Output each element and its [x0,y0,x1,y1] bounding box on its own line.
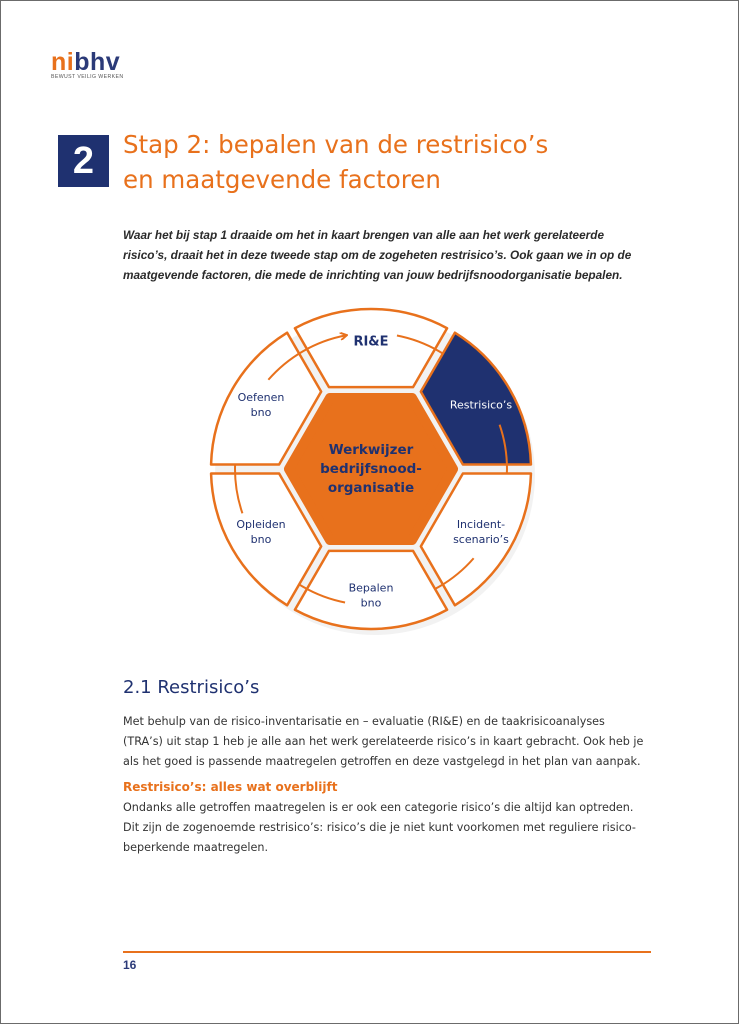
chapter-number-badge: 2 [58,135,109,187]
paragraph-line: als het goed is passende maatregelen getroffen en deze vastgelegd in het plan van aanpak. [123,755,641,768]
paragraph-line: Ondanks alle getroffen maatregelen is er ook een categorie risico’s die altijd kan optreden. [123,801,634,814]
section-paragraph-2 [123,798,663,858]
cycle-segment-label: Incident- [456,518,506,531]
cycle-segment-label: Opleiden [236,518,286,531]
center-label: Werkwijzer [328,442,414,458]
intro-line: risico’s, draait het in deze tweede stap om de zogeheten restrisico’s. Ook gaan we in op de [123,248,632,262]
cycle-segment-label: scenario’s [453,533,509,546]
center-label: organisatie [327,480,415,496]
cycle-segment-label: bno [360,596,382,610]
cycle-segment-label: Oefenen [237,391,285,404]
cycle-segment-label: bno [250,406,272,419]
center-label: bedrijfsnood- [320,461,422,477]
intro-paragraph [123,225,663,285]
section-heading: 2.1 Restrisico’s [123,677,260,698]
paragraph-line: Dit zijn de zogenoemde restrisico’s: risico’s die je niet kunt voorkomen met reguliere risico- [123,821,636,834]
logo-tagline: BEWUST VEILIG WERKEN [51,74,124,80]
process-cycle-diagram [191,301,551,641]
cycle-segment-label: Restrisico’s [449,398,513,412]
cycle-segment-label: RI&E [353,334,389,350]
paragraph-line: (TRA’s) uit stap 1 heb je alle aan het werk gerelateerde risico’s in kaart gebracht. Ook heb je [123,735,644,748]
intro-line: maatgevende factoren, die mede de inrichting van jouw bedrijfsnoodorganisatie bepalen. [123,268,623,282]
subsection-heading: Restrisico’s: alles wat overblijft [123,780,338,794]
paragraph-line: Met behulp van de risico-inventarisatie en – evaluatie (RI&E) en de taakrisicoanalyses [123,715,605,728]
cycle-segment-label: Bepalen [348,581,394,595]
section-paragraph-1 [123,712,663,772]
chapter-title [123,127,643,197]
page-number: 16 [123,958,137,972]
logo-wordmark: nibhv [51,48,121,76]
nibhv-logo [51,48,124,80]
chapter-title-line: en maatgevende factoren [123,165,441,194]
intro-line: Waar het bij stap 1 draaide om het in kaart brengen van alle aan het werk gerelateerde [123,228,605,242]
paragraph-line: beperkende maatregelen. [123,841,269,854]
chapter-title-line: Stap 2: bepalen van de restrisico’s [123,130,549,159]
cycle-segment-label: bno [250,533,272,546]
footer-divider [123,951,651,953]
